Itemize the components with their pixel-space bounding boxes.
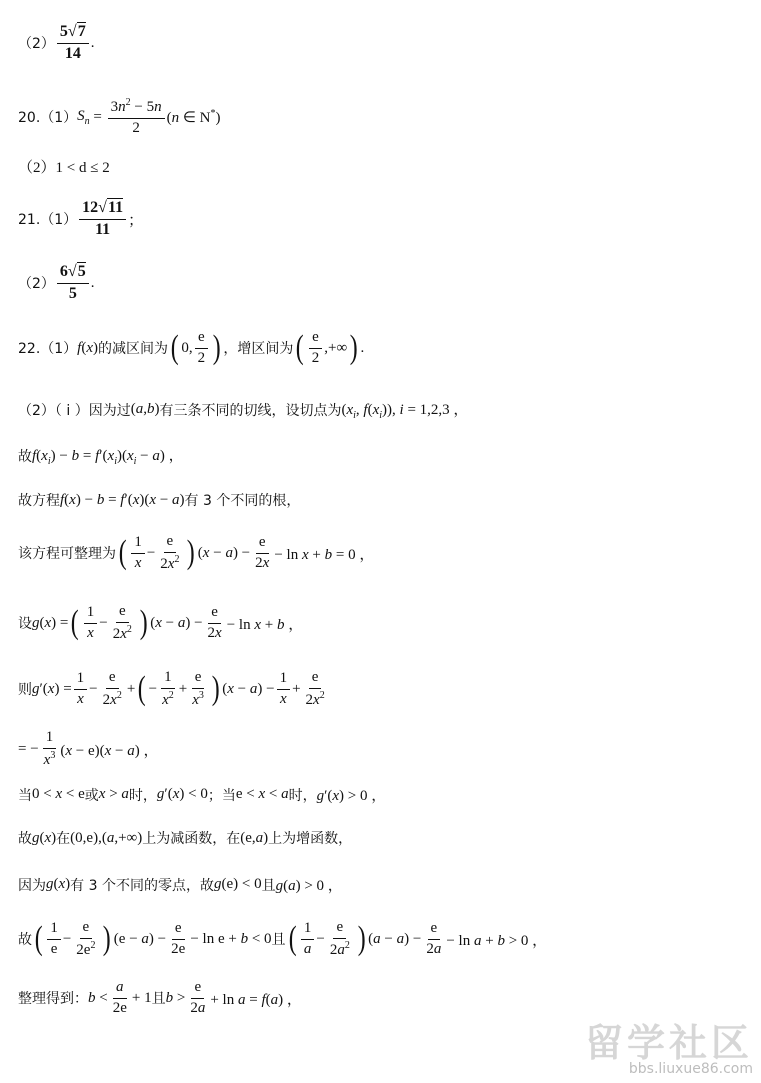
answer-21-2: （2） $\frac{6√5}{5}$ . bbox=[18, 263, 95, 302]
line-factored: = − $\frac{1}{x^3}$ (x − e)(x − a) ， bbox=[18, 729, 159, 768]
line-equation: 故方程 f(x) − b = f′(x)(x − a) 有 3 个不同的根， bbox=[18, 491, 301, 509]
answer-20-1: 20.（1） $S_n$ = $\frac{3n^2 - 5n}{2}$ (n ∈ N*) bbox=[18, 97, 221, 136]
watermark bbox=[585, 1012, 753, 1077]
watermark-title: 留学社区 bbox=[584, 1021, 753, 1065]
label: （2） bbox=[18, 276, 55, 293]
line-slope: 故 $f(x_i) - b = f'(x_i)(x_i - a)$ ， bbox=[18, 448, 184, 467]
answer-22-2-i: （2）（ i ）因为过 (a,b) 有三条不同的切线，设切点为 ($x_i$, $f(x_i)$), i = 1,2,3 ， bbox=[18, 401, 469, 421]
line-derivative: 则 g′(x) = $\frac{1}{x}$ − $\frac{e}{2x^2}$ + ( − $\frac{1}{x^2}$ + $\frac{e}{x^3}$ ) (x − a) − $\frac{1}{x}$ + $\frac{e}{2x^2}$ bbox=[18, 669, 325, 708]
answer-22-1: 22.（1） f (x) 的减区间为 ( 0, $\frac{e}{2}$ ) ，增区间为 ( $\frac{e}{2}$ ,+∞ ) . bbox=[18, 329, 365, 367]
label: （2） bbox=[18, 36, 55, 53]
line-define-g: 设 g(x) = ( $\frac{1}{x}$ − $\frac{e}{2x^2}$ ) (x − a) − $\frac{e}{2x}$ − ln x + b ， bbox=[18, 603, 304, 642]
fraction: $\frac{5√7}{14}$ bbox=[57, 24, 89, 63]
line-sign: 当 0 < x < e 或 x > a 时， g′(x) < 0 ；当 e < x < a 时， g′(x) > 0 ， bbox=[18, 786, 387, 804]
answer-20-2: （2）1 < d ≤ 2 bbox=[18, 160, 110, 176]
label: 22.（1） bbox=[18, 341, 78, 358]
label: 21.（1） bbox=[18, 212, 78, 229]
line-zeros: 因为 g(x) 有 3 个不同的零点，故 g(e) < 0 且 g(a) > 0 ， bbox=[18, 876, 343, 894]
answer-21-1: 21.（1） $\frac{12√11}{11}$ ； bbox=[18, 199, 144, 238]
line-monotonic: 故 g(x) 在 (0,e),(a,+∞) 上为减函数，在 (e,a) 上为增函数， bbox=[18, 829, 353, 847]
label: 20.（1） bbox=[18, 110, 78, 127]
line-conditions: 故 ( $\frac{1}{e}$ − $\frac{e}{2e^2}$ ) (e − a) − $\frac{e}{2e}$ − ln e + b < 0 且 ( $\frac{1}{a}$ − $\frac{e}{2a^2}$ ) (a − a) − $\frac{e}{2a}$ − ln a + b > 0 ， bbox=[18, 919, 548, 958]
line-result: 整理得到： b < $\frac{a}{2e}$ + 1 且 b > $\frac{e}{2a}$ + ln a = f(a) ， bbox=[18, 979, 302, 1016]
watermark-url: bbs.liuxue86.com bbox=[628, 1061, 753, 1077]
answer-19-2: （2） $\frac{5√7}{14}$ . bbox=[18, 23, 95, 62]
line-rearranged: 该方程可整理为 ( $\frac{1}{x}$ − $\frac{e}{2x^2}$ ) (x − a) − $\frac{e}{2x}$ − ln x + b = 0 ， bbox=[18, 533, 375, 572]
